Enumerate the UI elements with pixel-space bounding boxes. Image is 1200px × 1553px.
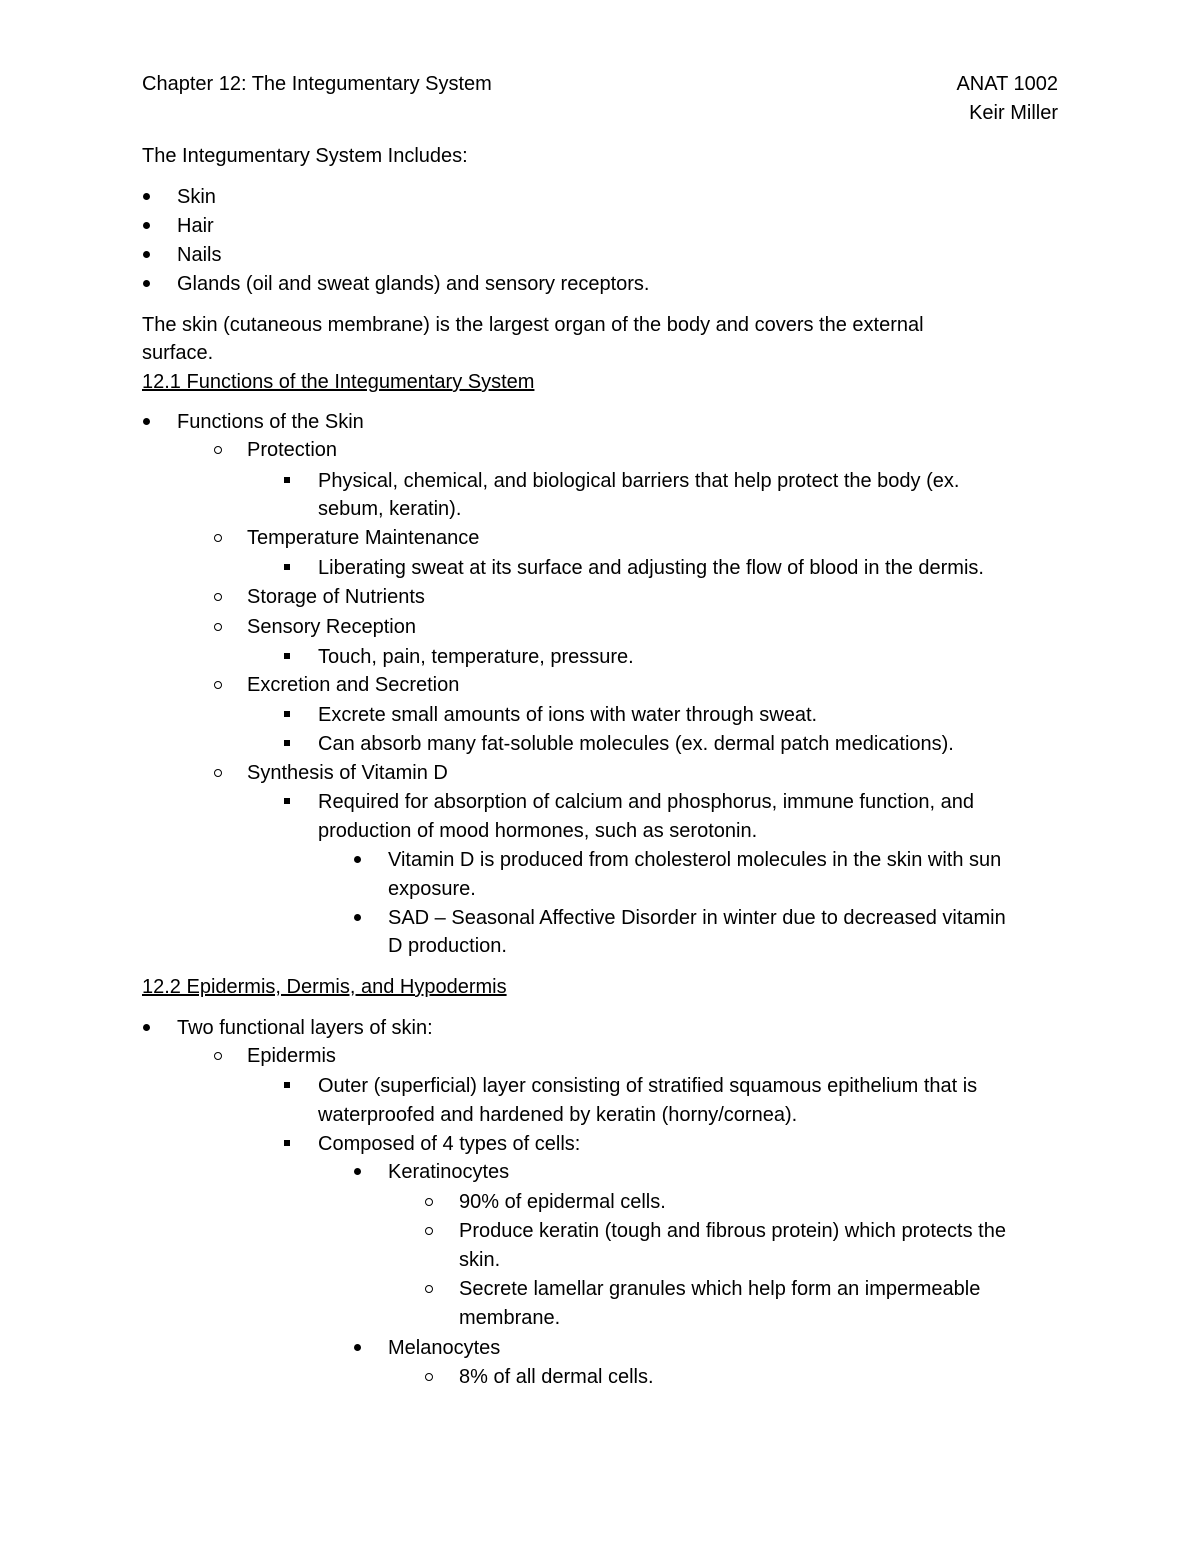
bullet-icon bbox=[143, 251, 150, 258]
bullet-icon bbox=[354, 914, 361, 921]
list-item: Secrete lamellar granules which help form an impermeable bbox=[459, 1278, 981, 1300]
list-item: Sensory Reception bbox=[247, 616, 416, 638]
list-item: Composed of 4 types of cells: bbox=[318, 1133, 581, 1155]
list-item-continuation: membrane. bbox=[459, 1307, 561, 1329]
square-bullet-icon bbox=[284, 740, 290, 746]
circle-bullet-icon bbox=[425, 1198, 433, 1206]
bullet-icon bbox=[143, 280, 150, 287]
list-item: Outer (superficial) layer consisting of stratified squamous epithelium that is bbox=[318, 1075, 978, 1097]
list-item: 90% of epidermal cells. bbox=[459, 1191, 666, 1213]
circle-bullet-icon bbox=[214, 769, 222, 777]
square-bullet-icon bbox=[284, 1140, 290, 1146]
intro-heading: The Integumentary System Includes: bbox=[142, 145, 468, 167]
list-item: Physical, chemical, and biological barriers that help protect the body (ex. bbox=[318, 470, 960, 492]
list-item: Functions of the Skin bbox=[177, 411, 364, 433]
square-bullet-icon bbox=[284, 477, 290, 483]
section-heading: 12.2 Epidermis, Dermis, and Hypodermis bbox=[142, 976, 507, 998]
list-item: Excrete small amounts of ions with water through sweat. bbox=[318, 704, 818, 726]
list-item-continuation: skin. bbox=[459, 1249, 501, 1271]
list-item: Hair bbox=[177, 215, 214, 237]
list-item-continuation: sebum, keratin). bbox=[318, 498, 462, 520]
list-item: Two functional layers of skin: bbox=[177, 1017, 433, 1039]
circle-bullet-icon bbox=[214, 593, 222, 601]
intro-paragraph-line: The skin (cutaneous membrane) is the largest organ of the body and covers the external bbox=[142, 314, 924, 336]
circle-bullet-icon bbox=[214, 446, 222, 454]
list-item: Required for absorption of calcium and phosphorus, immune function, and bbox=[318, 791, 974, 813]
square-bullet-icon bbox=[284, 711, 290, 717]
list-item: Keratinocytes bbox=[388, 1161, 510, 1183]
list-item: Can absorb many fat-soluble molecules (ex. dermal patch medications). bbox=[318, 733, 954, 755]
intro-paragraph-line: surface. bbox=[142, 342, 214, 364]
bullet-icon bbox=[143, 418, 150, 425]
list-item-continuation: waterproofed and hardened by keratin (horny/cornea). bbox=[318, 1104, 798, 1126]
bullet-icon bbox=[143, 1024, 150, 1031]
square-bullet-icon bbox=[284, 1082, 290, 1088]
circle-bullet-icon bbox=[214, 534, 222, 542]
circle-bullet-icon bbox=[425, 1285, 433, 1293]
bullet-icon bbox=[143, 193, 150, 200]
bullet-icon bbox=[354, 1168, 361, 1175]
list-item: 8% of all dermal cells. bbox=[459, 1366, 654, 1388]
list-item: Skin bbox=[177, 186, 216, 208]
square-bullet-icon bbox=[284, 564, 290, 570]
bullet-icon bbox=[354, 1344, 361, 1351]
list-item: Vitamin D is produced from cholesterol molecules in the skin with sun bbox=[388, 849, 1002, 871]
section-heading: 12.1 Functions of the Integumentary System bbox=[142, 371, 535, 393]
circle-bullet-icon bbox=[214, 623, 222, 631]
square-bullet-icon bbox=[284, 798, 290, 804]
list-item: Touch, pain, temperature, pressure. bbox=[318, 646, 634, 668]
square-bullet-icon bbox=[284, 653, 290, 659]
circle-bullet-icon bbox=[425, 1227, 433, 1235]
list-item: Protection bbox=[247, 439, 338, 461]
list-item: Synthesis of Vitamin D bbox=[247, 762, 448, 784]
chapter-title: Chapter 12: The Integumentary System bbox=[142, 73, 492, 95]
list-item: Liberating sweat at its surface and adjusting the flow of blood in the dermis. bbox=[318, 557, 984, 579]
course-code: ANAT 1002 bbox=[956, 73, 1058, 95]
bullet-icon bbox=[354, 856, 361, 863]
bullet-icon bbox=[143, 222, 150, 229]
author-name: Keir Miller bbox=[969, 102, 1058, 124]
circle-bullet-icon bbox=[425, 1373, 433, 1381]
list-item-continuation: production of mood hormones, such as serotonin. bbox=[318, 820, 758, 842]
list-item: Produce keratin (tough and fibrous protein) which protects the bbox=[459, 1220, 1006, 1242]
list-item: Melanocytes bbox=[388, 1337, 501, 1359]
list-item: Glands (oil and sweat glands) and sensory receptors. bbox=[177, 273, 650, 295]
list-item: Excretion and Secretion bbox=[247, 674, 460, 696]
list-item: Epidermis bbox=[247, 1045, 336, 1067]
list-item: Storage of Nutrients bbox=[247, 586, 425, 608]
list-item: Temperature Maintenance bbox=[247, 527, 480, 549]
list-item-continuation: exposure. bbox=[388, 878, 476, 900]
list-item: Nails bbox=[177, 244, 222, 266]
list-item-continuation: D production. bbox=[388, 935, 507, 957]
circle-bullet-icon bbox=[214, 1052, 222, 1060]
circle-bullet-icon bbox=[214, 681, 222, 689]
list-item: SAD – Seasonal Affective Disorder in winter due to decreased vitamin bbox=[388, 907, 1006, 929]
